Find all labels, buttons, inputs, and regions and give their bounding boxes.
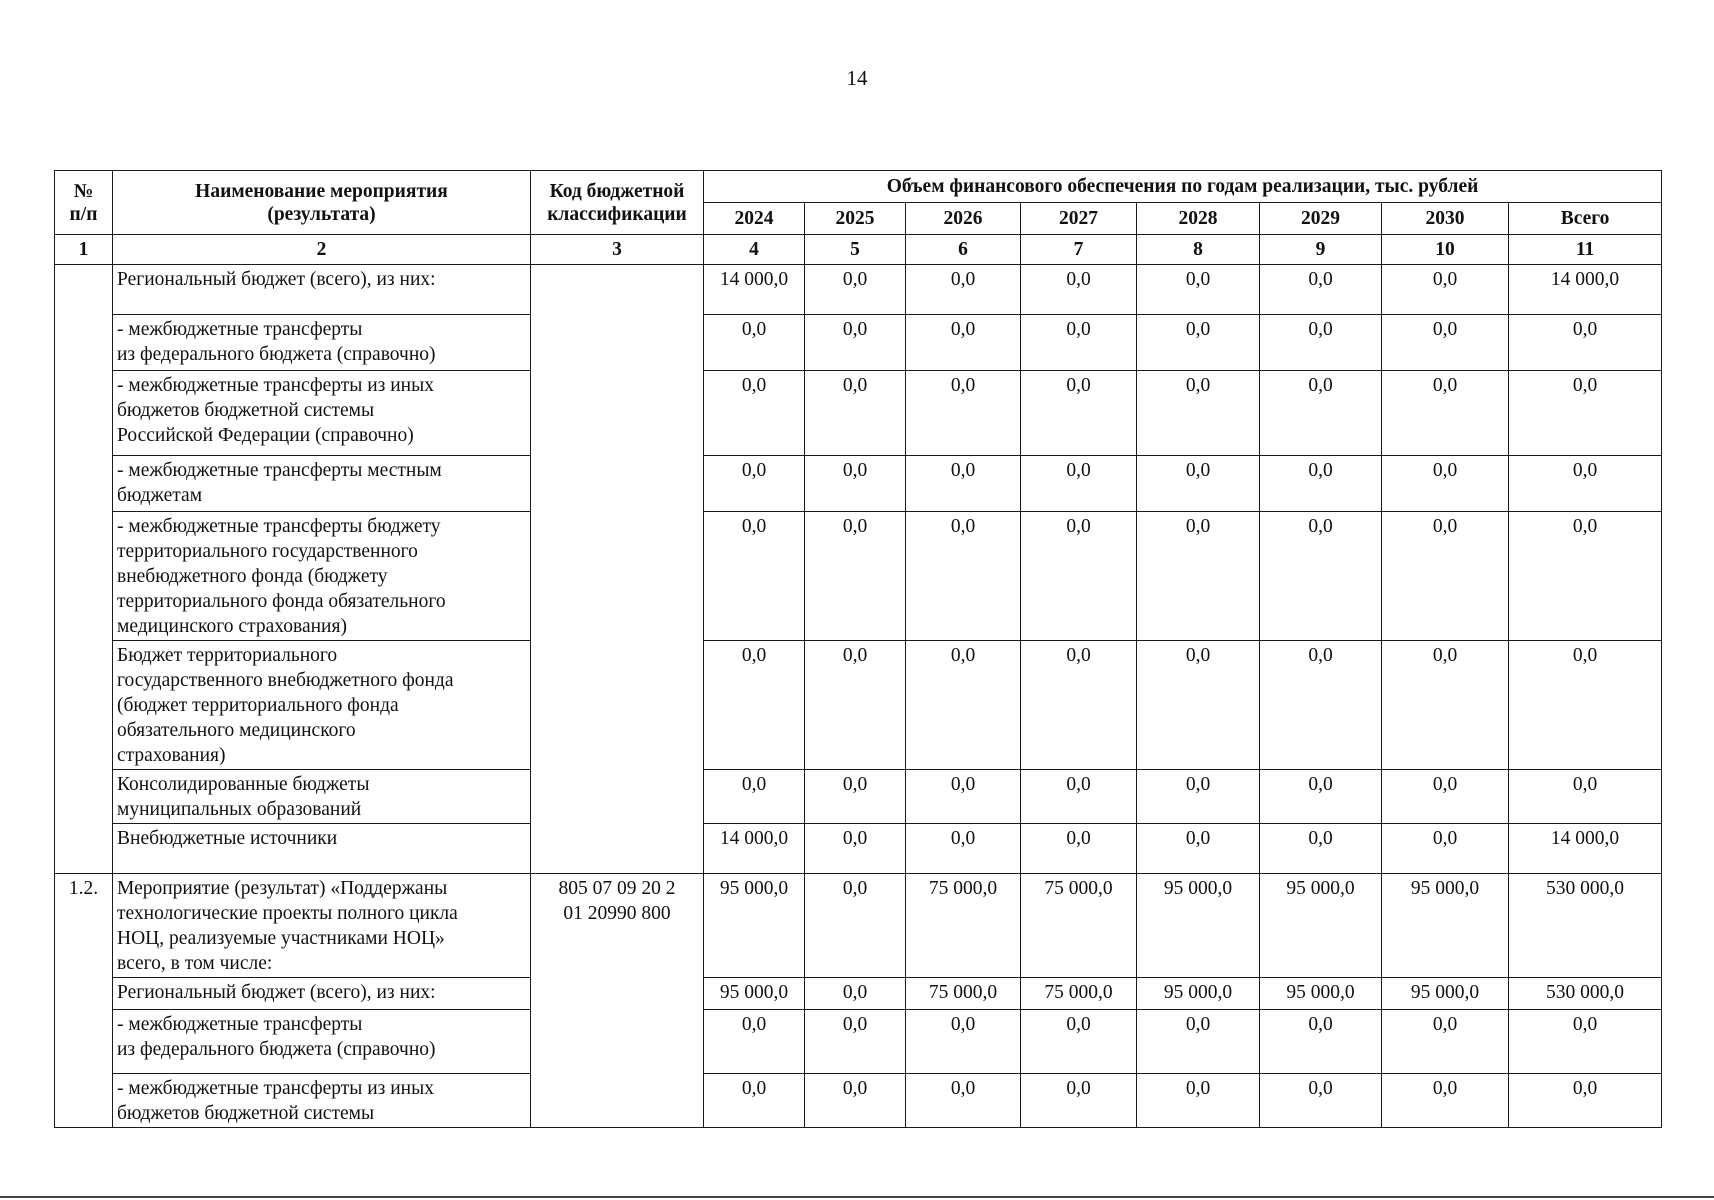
row-name: - межбюджетные трансферты местным бюджетам: [113, 456, 531, 512]
year-value: 0,0: [1021, 512, 1137, 641]
year-value: 0,0: [1260, 770, 1382, 824]
row-number: 1.2.: [55, 874, 113, 1128]
row-name: - межбюджетные трансферты из иных бюджетов бюджетной системы Российской Федерации (справочно): [113, 371, 531, 456]
year-value: 95 000,0: [1137, 978, 1260, 1010]
year-value: 0,0: [1382, 1010, 1509, 1074]
year-value: 14 000,0: [704, 824, 805, 874]
year-value: 0,0: [704, 315, 805, 371]
year-value: 0,0: [1021, 1010, 1137, 1074]
row-name: - межбюджетные трансферты из федерального бюджета (справочно): [113, 315, 531, 371]
year-value: 0,0: [1260, 1074, 1382, 1128]
year-value: 0,0: [704, 1010, 805, 1074]
column-index: 4: [704, 235, 805, 265]
budget-code: 805 07 09 20 2 01 20990 800: [531, 874, 704, 1128]
year-value: 75 000,0: [1021, 978, 1137, 1010]
year-value: 0,0: [704, 456, 805, 512]
year-value: 0,0: [1260, 456, 1382, 512]
row-name: - межбюджетные трансферты бюджету территориального государственного внебюджетного фонда (бюджету территориального фонда обязательного медицинского страхования): [113, 512, 531, 641]
year-value: 0,0: [1021, 315, 1137, 371]
row-number: [55, 265, 113, 874]
row-name: Консолидированные бюджеты муниципальных образований: [113, 770, 531, 824]
budget-table: [54, 170, 1662, 1128]
year-value: 0,0: [805, 824, 906, 874]
header-year: 2026: [906, 203, 1021, 235]
header-year: 2024: [704, 203, 805, 235]
total-value: 0,0: [1509, 1010, 1662, 1074]
page-number: 14: [846, 66, 868, 90]
total-value: 14 000,0: [1509, 265, 1662, 315]
year-value: 0,0: [1260, 641, 1382, 770]
row-name: Бюджет территориального государственного внебюджетного фонда (бюджет территориального фонда обязательного медицинского страхования): [113, 641, 531, 770]
year-value: 0,0: [704, 512, 805, 641]
table-row: [55, 1010, 1662, 1074]
year-value: 0,0: [805, 265, 906, 315]
total-value: 0,0: [1509, 456, 1662, 512]
table-row: [55, 770, 1662, 824]
table-row: [55, 315, 1662, 371]
year-value: 0,0: [906, 512, 1021, 641]
year-value: 0,0: [805, 456, 906, 512]
row-name: Региональный бюджет (всего), из них:: [113, 265, 531, 315]
year-value: 0,0: [906, 371, 1021, 456]
year-value: 0,0: [1137, 824, 1260, 874]
year-value: 0,0: [1021, 1074, 1137, 1128]
year-value: 75 000,0: [1021, 874, 1137, 978]
year-value: 0,0: [1021, 770, 1137, 824]
year-value: 0,0: [1137, 265, 1260, 315]
year-value: 0,0: [805, 315, 906, 371]
table-row: [55, 512, 1662, 641]
total-value: 0,0: [1509, 641, 1662, 770]
year-value: 0,0: [704, 1074, 805, 1128]
year-value: 0,0: [704, 770, 805, 824]
total-value: 0,0: [1509, 512, 1662, 641]
total-value: 530 000,0: [1509, 874, 1662, 978]
year-value: 0,0: [1137, 1010, 1260, 1074]
table-row: [55, 371, 1662, 456]
year-value: 0,0: [805, 770, 906, 824]
year-value: 95 000,0: [1260, 978, 1382, 1010]
year-value: 95 000,0: [1382, 978, 1509, 1010]
year-value: 0,0: [805, 874, 906, 978]
year-value: 0,0: [704, 641, 805, 770]
column-index-row: [55, 235, 1662, 265]
row-name: Мероприятие (результат) «Поддержаны технологические проекты полного цикла НОЦ, реализуемые участниками НОЦ» всего, в том числе:: [113, 874, 531, 978]
header-year: 2028: [1137, 203, 1260, 235]
year-value: 0,0: [1382, 641, 1509, 770]
year-value: 75 000,0: [906, 874, 1021, 978]
year-value: 0,0: [805, 641, 906, 770]
year-value: 95 000,0: [704, 874, 805, 978]
year-value: 0,0: [1021, 265, 1137, 315]
year-value: 0,0: [1382, 315, 1509, 371]
header-year: 2030: [1382, 203, 1509, 235]
year-value: 0,0: [906, 1074, 1021, 1128]
year-value: 0,0: [1021, 824, 1137, 874]
total-value: 0,0: [1509, 371, 1662, 456]
table-row: [55, 456, 1662, 512]
year-value: 0,0: [1260, 371, 1382, 456]
year-value: 0,0: [1260, 1010, 1382, 1074]
row-name: Внебюджетные источники: [113, 824, 531, 874]
year-value: 0,0: [906, 456, 1021, 512]
table-row: [55, 978, 1662, 1010]
year-value: 0,0: [1260, 824, 1382, 874]
year-value: 0,0: [1260, 315, 1382, 371]
year-value: 0,0: [906, 770, 1021, 824]
row-name: Региональный бюджет (всего), из них:: [113, 978, 531, 1010]
year-value: 95 000,0: [1382, 874, 1509, 978]
year-value: 0,0: [1382, 512, 1509, 641]
total-value: 0,0: [1509, 1074, 1662, 1128]
scan-edge-line: [0, 1196, 1714, 1198]
year-value: 0,0: [1382, 1074, 1509, 1128]
year-value: 0,0: [1260, 265, 1382, 315]
year-value: 0,0: [906, 1010, 1021, 1074]
year-value: 0,0: [1382, 265, 1509, 315]
column-index: 9: [1260, 235, 1382, 265]
year-value: 0,0: [1137, 512, 1260, 641]
year-value: 0,0: [1382, 456, 1509, 512]
year-value: 0,0: [906, 265, 1021, 315]
total-value: 530 000,0: [1509, 978, 1662, 1010]
total-value: 0,0: [1509, 315, 1662, 371]
row-name: - межбюджетные трансферты из федерального бюджета (справочно): [113, 1010, 531, 1074]
budget-code: [531, 265, 704, 874]
header-code: Код бюджетной классификации: [531, 171, 704, 235]
year-value: 95 000,0: [704, 978, 805, 1010]
column-index: 2: [113, 235, 531, 265]
header-year: 2025: [805, 203, 906, 235]
table-row: [55, 874, 1662, 978]
year-value: 14 000,0: [704, 265, 805, 315]
table-row: [55, 824, 1662, 874]
year-value: 0,0: [1137, 371, 1260, 456]
column-index: 11: [1509, 235, 1662, 265]
year-value: 0,0: [1382, 824, 1509, 874]
header-num: № п/п: [55, 171, 113, 235]
year-value: 0,0: [1382, 770, 1509, 824]
year-value: 0,0: [1021, 456, 1137, 512]
year-value: 0,0: [805, 978, 906, 1010]
column-index: 1: [55, 235, 113, 265]
year-value: 0,0: [1137, 1074, 1260, 1128]
header-name: Наименование мероприятия (результата): [113, 171, 531, 235]
year-value: 0,0: [906, 641, 1021, 770]
table-row: [55, 265, 1662, 315]
column-index: 8: [1137, 235, 1260, 265]
year-value: 0,0: [805, 512, 906, 641]
column-index: 5: [805, 235, 906, 265]
header-total: Всего: [1509, 203, 1662, 235]
column-index: 6: [906, 235, 1021, 265]
total-value: 0,0: [1509, 770, 1662, 824]
year-value: 0,0: [1137, 315, 1260, 371]
table-row: [55, 641, 1662, 770]
table-row: [55, 1074, 1662, 1128]
header-year: 2027: [1021, 203, 1137, 235]
year-value: 75 000,0: [906, 978, 1021, 1010]
year-value: 0,0: [805, 1074, 906, 1128]
year-value: 0,0: [1382, 371, 1509, 456]
year-value: 95 000,0: [1260, 874, 1382, 978]
year-value: 0,0: [1137, 641, 1260, 770]
year-value: 0,0: [1137, 770, 1260, 824]
header-year: 2029: [1260, 203, 1382, 235]
year-value: 0,0: [1137, 456, 1260, 512]
year-value: 0,0: [1021, 641, 1137, 770]
row-name: - межбюджетные трансферты из иных бюджетов бюджетной системы: [113, 1074, 531, 1128]
total-value: 14 000,0: [1509, 824, 1662, 874]
year-value: 0,0: [1260, 512, 1382, 641]
year-value: 0,0: [805, 1010, 906, 1074]
year-value: 0,0: [1021, 371, 1137, 456]
year-value: 0,0: [906, 315, 1021, 371]
year-value: 0,0: [704, 371, 805, 456]
column-index: 7: [1021, 235, 1137, 265]
year-value: 0,0: [805, 371, 906, 456]
header-volume: Объем финансового обеспечения по годам реализации, тыс. рублей: [704, 171, 1662, 203]
year-value: 95 000,0: [1137, 874, 1260, 978]
column-index: 10: [1382, 235, 1509, 265]
year-value: 0,0: [906, 824, 1021, 874]
column-index: 3: [531, 235, 704, 265]
